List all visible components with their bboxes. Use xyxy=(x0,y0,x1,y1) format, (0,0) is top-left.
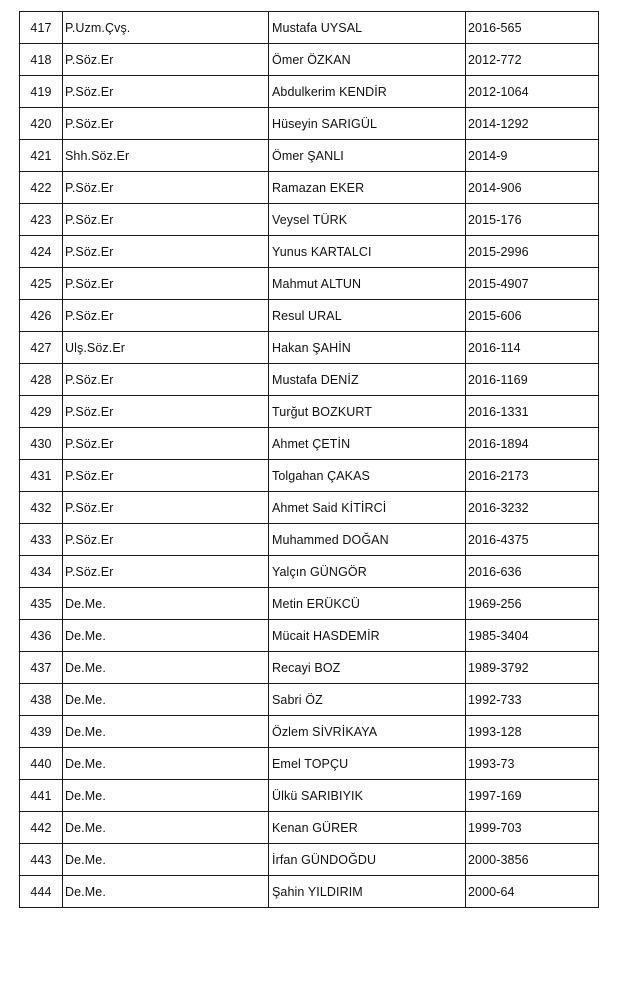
name-cell: Abdulkerim KENDİR xyxy=(269,76,466,108)
row-number: 423 xyxy=(20,204,63,236)
name-cell: Mustafa UYSAL xyxy=(269,12,466,44)
registry-cell: 1993-128 xyxy=(466,716,599,748)
roster-table-body xyxy=(20,12,599,908)
table-row xyxy=(20,492,599,524)
name-cell: Ülkü SARIBIYIK xyxy=(269,780,466,812)
rank-cell: De.Me. xyxy=(63,844,269,876)
registry-cell: 2015-2996 xyxy=(466,236,599,268)
name-cell: Veysel TÜRK xyxy=(269,204,466,236)
rank-cell: De.Me. xyxy=(63,620,269,652)
table-row xyxy=(20,716,599,748)
registry-cell: 1969-256 xyxy=(466,588,599,620)
row-number: 435 xyxy=(20,588,63,620)
table-row xyxy=(20,76,599,108)
table-row xyxy=(20,556,599,588)
rank-cell: P.Söz.Er xyxy=(63,460,269,492)
table-row xyxy=(20,396,599,428)
rank-cell: P.Söz.Er xyxy=(63,268,269,300)
table-row xyxy=(20,780,599,812)
registry-cell: 1993-73 xyxy=(466,748,599,780)
name-cell: Muhammed DOĞAN xyxy=(269,524,466,556)
table-row xyxy=(20,460,599,492)
table-row xyxy=(20,684,599,716)
table-row xyxy=(20,108,599,140)
name-cell: Emel TOPÇU xyxy=(269,748,466,780)
table-row xyxy=(20,844,599,876)
table-row xyxy=(20,204,599,236)
name-cell: Mahmut ALTUN xyxy=(269,268,466,300)
row-number: 438 xyxy=(20,684,63,716)
registry-cell: 2016-1894 xyxy=(466,428,599,460)
rank-cell: P.Söz.Er xyxy=(63,396,269,428)
registry-cell: 1997-169 xyxy=(466,780,599,812)
table-row xyxy=(20,748,599,780)
registry-cell: 2014-906 xyxy=(466,172,599,204)
rank-cell: P.Söz.Er xyxy=(63,44,269,76)
name-cell: Özlem SİVRİKAYA xyxy=(269,716,466,748)
row-number: 431 xyxy=(20,460,63,492)
roster-table xyxy=(19,11,599,908)
row-number: 434 xyxy=(20,556,63,588)
rank-cell: Shh.Söz.Er xyxy=(63,140,269,172)
rank-cell: P.Söz.Er xyxy=(63,364,269,396)
table-row xyxy=(20,428,599,460)
rank-cell: P.Söz.Er xyxy=(63,108,269,140)
registry-cell: 2016-1169 xyxy=(466,364,599,396)
name-cell: Hüseyin SARIGÜL xyxy=(269,108,466,140)
rank-cell: P.Söz.Er xyxy=(63,236,269,268)
registry-cell: 2016-2173 xyxy=(466,460,599,492)
rank-cell: P.Uzm.Çvş. xyxy=(63,12,269,44)
registry-cell: 1999-703 xyxy=(466,812,599,844)
row-number: 440 xyxy=(20,748,63,780)
rank-cell: De.Me. xyxy=(63,748,269,780)
name-cell: Recayi BOZ xyxy=(269,652,466,684)
row-number: 443 xyxy=(20,844,63,876)
rank-cell: Ulş.Söz.Er xyxy=(63,332,269,364)
table-row xyxy=(20,620,599,652)
table-row xyxy=(20,44,599,76)
row-number: 428 xyxy=(20,364,63,396)
table-row xyxy=(20,236,599,268)
row-number: 432 xyxy=(20,492,63,524)
rank-cell: De.Me. xyxy=(63,716,269,748)
registry-cell: 2000-3856 xyxy=(466,844,599,876)
row-number: 433 xyxy=(20,524,63,556)
rank-cell: P.Söz.Er xyxy=(63,204,269,236)
registry-cell: 1985-3404 xyxy=(466,620,599,652)
registry-cell: 2016-3232 xyxy=(466,492,599,524)
registry-cell: 1989-3792 xyxy=(466,652,599,684)
registry-cell: 2014-9 xyxy=(466,140,599,172)
name-cell: Turğut BOZKURT xyxy=(269,396,466,428)
registry-cell: 2012-1064 xyxy=(466,76,599,108)
row-number: 442 xyxy=(20,812,63,844)
table-row xyxy=(20,140,599,172)
name-cell: Ömer ŞANLI xyxy=(269,140,466,172)
rank-cell: De.Me. xyxy=(63,780,269,812)
name-cell: Resul URAL xyxy=(269,300,466,332)
registry-cell: 2016-565 xyxy=(466,12,599,44)
registry-cell: 2012-772 xyxy=(466,44,599,76)
row-number: 437 xyxy=(20,652,63,684)
rank-cell: P.Söz.Er xyxy=(63,172,269,204)
row-number: 430 xyxy=(20,428,63,460)
table-row xyxy=(20,300,599,332)
rank-cell: P.Söz.Er xyxy=(63,76,269,108)
name-cell: Yunus KARTALCI xyxy=(269,236,466,268)
name-cell: Metin ERÜKCÜ xyxy=(269,588,466,620)
registry-cell: 1992-733 xyxy=(466,684,599,716)
name-cell: İrfan GÜNDOĞDU xyxy=(269,844,466,876)
row-number: 422 xyxy=(20,172,63,204)
table-row xyxy=(20,588,599,620)
name-cell: Tolgahan ÇAKAS xyxy=(269,460,466,492)
row-number: 421 xyxy=(20,140,63,172)
name-cell: Ahmet ÇETİN xyxy=(269,428,466,460)
name-cell: Ahmet Said KİTİRCİ xyxy=(269,492,466,524)
row-number: 425 xyxy=(20,268,63,300)
name-cell: Ramazan EKER xyxy=(269,172,466,204)
registry-cell: 2016-4375 xyxy=(466,524,599,556)
row-number: 418 xyxy=(20,44,63,76)
rank-cell: P.Söz.Er xyxy=(63,428,269,460)
row-number: 424 xyxy=(20,236,63,268)
registry-cell: 2000-64 xyxy=(466,876,599,908)
rank-cell: P.Söz.Er xyxy=(63,300,269,332)
registry-cell: 2016-1331 xyxy=(466,396,599,428)
row-number: 427 xyxy=(20,332,63,364)
registry-cell: 2015-4907 xyxy=(466,268,599,300)
row-number: 417 xyxy=(20,12,63,44)
registry-cell: 2016-636 xyxy=(466,556,599,588)
table-row xyxy=(20,172,599,204)
table-row xyxy=(20,12,599,44)
rank-cell: De.Me. xyxy=(63,588,269,620)
row-number: 419 xyxy=(20,76,63,108)
table-row xyxy=(20,524,599,556)
table-row xyxy=(20,812,599,844)
row-number: 426 xyxy=(20,300,63,332)
registry-cell: 2016-114 xyxy=(466,332,599,364)
row-number: 444 xyxy=(20,876,63,908)
name-cell: Ömer ÖZKAN xyxy=(269,44,466,76)
registry-cell: 2015-176 xyxy=(466,204,599,236)
name-cell: Hakan ŞAHİN xyxy=(269,332,466,364)
table-row xyxy=(20,332,599,364)
name-cell: Yalçın GÜNGÖR xyxy=(269,556,466,588)
row-number: 429 xyxy=(20,396,63,428)
rank-cell: De.Me. xyxy=(63,812,269,844)
table-row xyxy=(20,364,599,396)
name-cell: Kenan GÜRER xyxy=(269,812,466,844)
rank-cell: De.Me. xyxy=(63,684,269,716)
registry-cell: 2015-606 xyxy=(466,300,599,332)
row-number: 441 xyxy=(20,780,63,812)
roster-sheet xyxy=(19,11,598,908)
table-row xyxy=(20,268,599,300)
name-cell: Mücait HASDEMİR xyxy=(269,620,466,652)
rank-cell: De.Me. xyxy=(63,876,269,908)
row-number: 420 xyxy=(20,108,63,140)
name-cell: Şahin YILDIRIM xyxy=(269,876,466,908)
table-row xyxy=(20,652,599,684)
rank-cell: P.Söz.Er xyxy=(63,524,269,556)
rank-cell: P.Söz.Er xyxy=(63,556,269,588)
row-number: 436 xyxy=(20,620,63,652)
row-number: 439 xyxy=(20,716,63,748)
name-cell: Sabri ÖZ xyxy=(269,684,466,716)
rank-cell: P.Söz.Er xyxy=(63,492,269,524)
rank-cell: De.Me. xyxy=(63,652,269,684)
table-row xyxy=(20,876,599,908)
name-cell: Mustafa DENİZ xyxy=(269,364,466,396)
registry-cell: 2014-1292 xyxy=(466,108,599,140)
